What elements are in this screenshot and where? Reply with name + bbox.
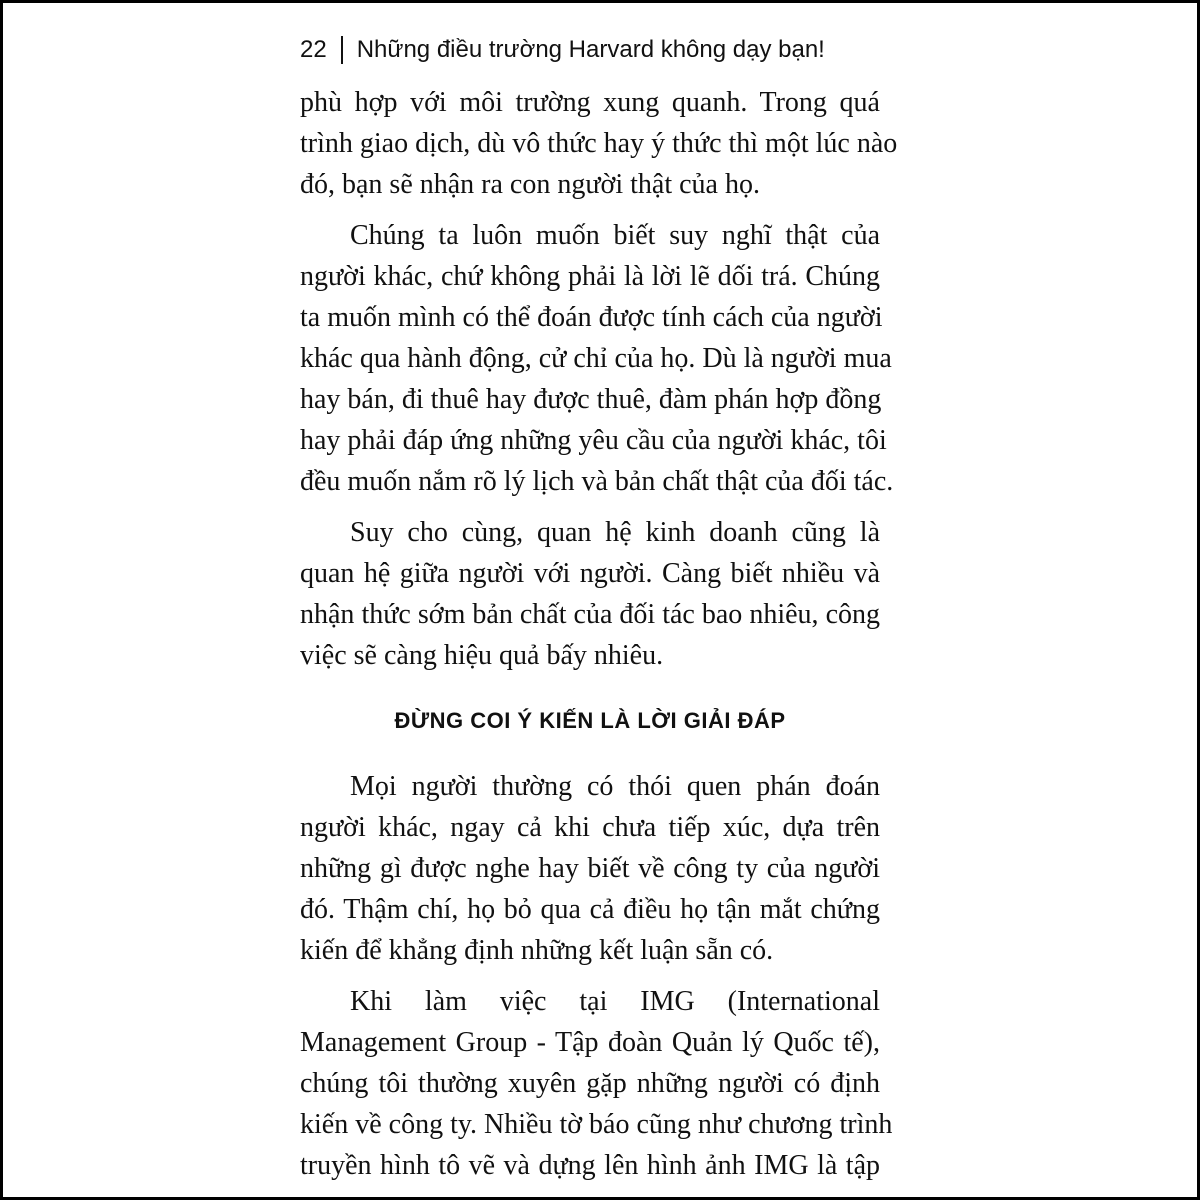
text-line: hay bán, đi thuê hay được thuê, đàm phán hợp đồng (300, 384, 882, 415)
text-line: ta muốn mình có thể đoán được tính cách của người (300, 302, 883, 333)
text-line: Management Group - Tập đoàn Quản lý Quốc tế), (300, 1027, 880, 1058)
text-line: người khác, chứ không phải là lời lẽ dối trá. Chúng (300, 261, 880, 292)
text-line: đó. Thậm chí, họ bỏ qua cả điều họ tận mắt chứng (300, 894, 880, 925)
paragraph (300, 215, 894, 502)
body-text (300, 82, 898, 1196)
text-line: hay phải đáp ứng những yêu cầu của người khác, tôi (300, 425, 887, 456)
text-line: Chúng ta luôn muốn biết suy nghĩ thật của (350, 220, 880, 251)
paragraph (300, 512, 880, 676)
paragraph (300, 82, 898, 205)
text-line: Suy cho cùng, quan hệ kinh doanh cũng là (350, 517, 880, 548)
book-title: Những điều trường Harvard không dạy bạn! (356, 36, 825, 63)
text-line: Khi làm việc tại IMG (International (350, 986, 880, 1017)
header-separator (341, 36, 343, 64)
text-line: người khác, ngay cả khi chưa tiếp xúc, dựa trên (300, 812, 880, 843)
page-number: 22 (300, 36, 327, 63)
text-line: Mọi người thường có thói quen phán đoán (350, 771, 880, 802)
text-line: kiến để khẳng định những kết luận sẵn có. (300, 935, 774, 966)
text-line: đều muốn nắm rõ lý lịch và bản chất thật của đối tác. (300, 466, 894, 497)
text-line: việc sẽ càng hiệu quả bấy nhiêu. (300, 640, 664, 671)
running-head (300, 30, 825, 70)
text-line: truyền hình tô vẽ và dựng lên hình ảnh IMG là tập (300, 1150, 880, 1181)
paragraph (300, 766, 880, 971)
text-line: quan hệ giữa người với người. Càng biết nhiều và (300, 558, 880, 589)
text-line: đó, bạn sẽ nhận ra con người thật của họ. (300, 169, 760, 200)
text-line: phù hợp với môi trường xung quanh. Trong quá (300, 87, 880, 118)
text-line: chúng tôi thường xuyên gặp những người có định (300, 1068, 880, 1099)
text-line: những gì được nghe hay biết về công ty của người (300, 853, 880, 884)
section-heading: ĐỪNG COI Ý KIẾN LÀ LỜI GIẢI ĐÁP (394, 708, 786, 733)
text-line: kiến về công ty. Nhiều tờ báo cũng như chương trình (300, 1109, 893, 1140)
text-line: khác qua hành động, cử chỉ của họ. Dù là người mua (300, 343, 892, 374)
text-line: trình giao dịch, dù vô thức hay ý thức thì một lúc nào (300, 128, 898, 159)
text-line: nhận thức sớm bản chất của đối tác bao nhiêu, công (300, 599, 880, 630)
paragraph (300, 981, 893, 1186)
